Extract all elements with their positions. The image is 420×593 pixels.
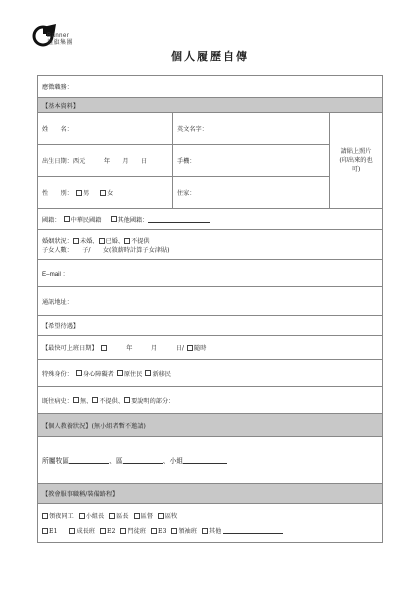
start-date-checkbox[interactable] [101, 345, 107, 351]
zone-pastor-checkbox[interactable] [158, 513, 164, 519]
zone-input[interactable] [123, 457, 163, 464]
mobile-field[interactable]: 手機： [177, 158, 196, 165]
cell-input[interactable] [183, 457, 227, 464]
start-date-row: 【最快可上班日期】 年 月 日/ 隨時 [38, 336, 382, 360]
roc-nationality-checkbox[interactable] [64, 216, 70, 222]
district-row: 所屬牧區 、區 、小組 [38, 437, 382, 484]
contact-address-row[interactable]: 通訊地址： [38, 287, 382, 316]
special-identity-row: 特殊身份： 身心障礙者 原住民 新移民 [38, 360, 382, 387]
name-field[interactable]: 姓 名： [38, 113, 173, 144]
section-basic: 【基本資料】 [38, 98, 382, 113]
to-explain-checkbox[interactable] [124, 397, 130, 403]
birth-date-field[interactable]: 出生日期：西元 年 月 日 [38, 145, 173, 176]
english-name-field[interactable]: 英文名字： [177, 126, 208, 133]
no-provide-checkbox[interactable] [92, 397, 98, 403]
none-checkbox[interactable] [73, 397, 79, 403]
email-row[interactable]: E–mail ： [38, 260, 382, 287]
worship-checkbox[interactable] [42, 513, 48, 519]
expected-salary-row[interactable]: 【希望待遇】 [38, 316, 382, 336]
other-service-checkbox[interactable] [202, 528, 208, 534]
other-nationality-input[interactable] [148, 216, 210, 223]
e3-checkbox[interactable] [151, 528, 157, 534]
marital-row: 婚姻狀況： 未婚、 已婚、 不提供 子女人數： 子/ 女(敘薪時計算子女津貼) [38, 230, 382, 260]
e2-checkbox[interactable] [100, 528, 106, 534]
married-checkbox[interactable] [99, 238, 105, 244]
section-church: 【個人教養狀況】(無小組者暫不邀請) [38, 414, 382, 437]
not-provided-checkbox[interactable] [124, 238, 130, 244]
aboriginal-checkbox[interactable] [117, 370, 123, 376]
service-row: 領夜同工 小組長 區長 區督 區牧 E1 成長班 E2 門徒班 E3 領袖班 其他 [38, 504, 382, 542]
female-checkbox[interactable] [100, 190, 106, 196]
cell-leader-checkbox[interactable] [79, 513, 85, 519]
logo-text: Banner 旌旗集團 [47, 33, 74, 46]
unmarried-checkbox[interactable] [73, 238, 79, 244]
resume-form [37, 75, 383, 543]
nationality-row: 國籍： 中華民國籍 其他國籍： [38, 209, 382, 230]
section-service: 【教會服事職稱/裝備路程】 [38, 484, 382, 504]
basic-info-grid [38, 113, 382, 209]
medical-history-row: 既往病史： 無、 不提供、 要說明的部分： [38, 387, 382, 414]
address-field[interactable]: 住家： [177, 190, 196, 197]
other-service-input[interactable] [223, 527, 283, 534]
male-checkbox[interactable] [76, 190, 82, 196]
page-title: 個人履歷自傳 [171, 50, 249, 63]
position-row: 應徵職務： [38, 76, 382, 98]
district-input[interactable] [69, 457, 109, 464]
e1-checkbox[interactable] [42, 528, 48, 534]
anytime-checkbox[interactable] [187, 345, 193, 351]
new-immigrant-checkbox[interactable] [145, 370, 151, 376]
gender-field: 性 別： 男 女 [38, 177, 173, 208]
zone-leader-checkbox[interactable] [109, 513, 115, 519]
other-nationality-checkbox[interactable] [111, 216, 117, 222]
children-count[interactable]: 子女人數： 子/ 女(敘薪時計算子女津貼) [42, 246, 170, 254]
photo-box[interactable]: 請貼上照片 (印出來的也 可) [329, 113, 382, 208]
growth-class-checkbox[interactable] [69, 528, 75, 534]
disability-checkbox[interactable] [76, 370, 82, 376]
leadership-class-checkbox[interactable] [171, 528, 177, 534]
disciple-class-checkbox[interactable] [120, 528, 126, 534]
zone-supervisor-checkbox[interactable] [134, 513, 140, 519]
